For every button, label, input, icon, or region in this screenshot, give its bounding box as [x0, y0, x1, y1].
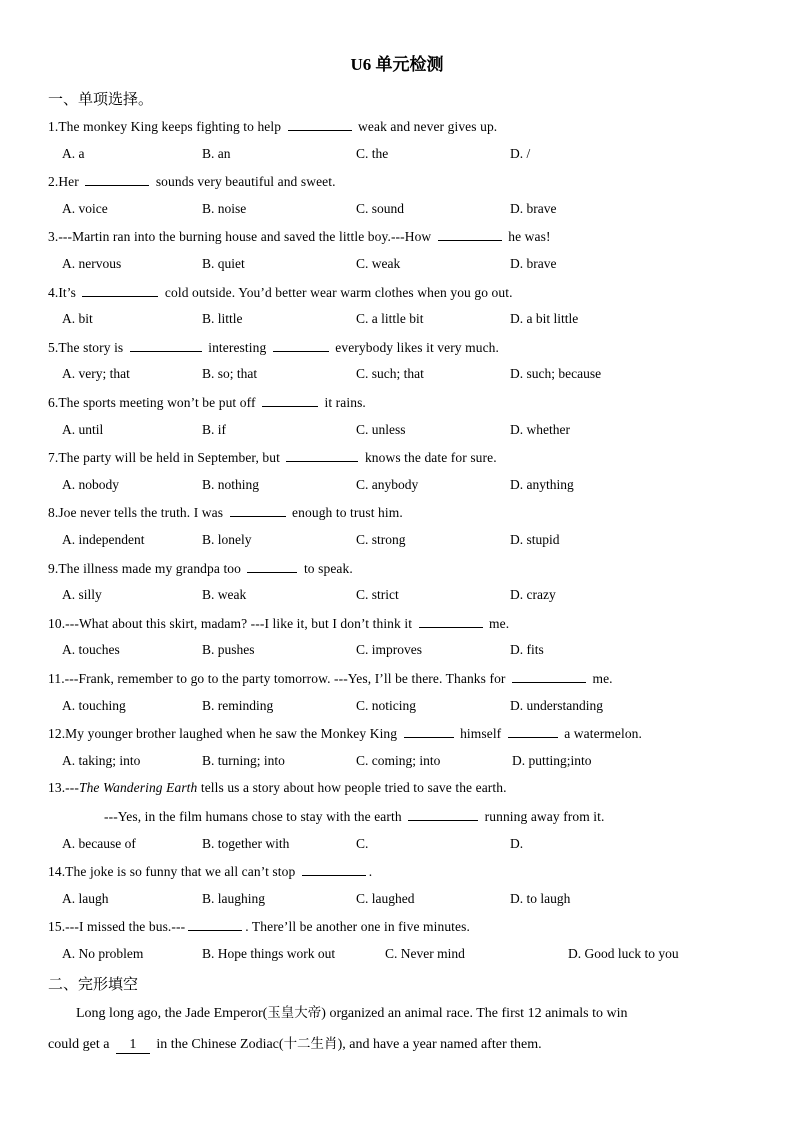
question-text: me. — [589, 671, 613, 686]
option-b[interactable]: B. pushes — [202, 642, 255, 658]
question-text: knows the date for sure. — [361, 450, 497, 466]
option-b[interactable]: B. little — [202, 311, 243, 327]
option-a[interactable]: A. nobody — [62, 476, 119, 492]
option-d[interactable]: D. Good luck to you — [568, 946, 679, 961]
question-text: 8.Joe never tells the truth. I was — [48, 505, 227, 521]
cloze-line-1 — [48, 998, 748, 1029]
question-15-line — [48, 918, 754, 935]
cloze-passage — [48, 998, 748, 1060]
question-13-text-2: ---Yes, in the film humans chose to stay with the earth — [104, 809, 406, 824]
option-d[interactable]: D. whether — [510, 421, 570, 437]
answer-blank[interactable] — [288, 118, 352, 131]
cloze-blank-1[interactable]: 1 — [116, 1037, 150, 1054]
answer-blank[interactable] — [247, 560, 297, 573]
option-d[interactable]: D. a bit little — [510, 311, 579, 327]
question-10-line — [48, 615, 754, 632]
question-13-text: tells us a story about how people tried to save the earth. — [197, 780, 507, 795]
option-b[interactable]: B. laughing — [202, 891, 265, 906]
option-c[interactable]: C. such; that — [356, 366, 424, 382]
option-d[interactable]: D. understanding — [510, 697, 603, 713]
option-a[interactable]: A. No problem — [62, 946, 144, 961]
question-text: to speak. — [300, 560, 353, 576]
question-13-line-2 — [104, 808, 754, 825]
question-13-text-3: running away from it. — [481, 809, 605, 824]
question-text: interesting — [204, 339, 270, 355]
answer-blank[interactable] — [404, 725, 454, 738]
option-a[interactable]: A. because of — [62, 836, 136, 851]
cloze-text: ), and have a year named after them. — [337, 1037, 542, 1052]
option-a[interactable]: A. laugh — [62, 891, 109, 906]
answer-blank[interactable] — [438, 228, 502, 241]
question-text: me. — [485, 615, 510, 631]
option-c[interactable]: C. laughed — [356, 891, 415, 906]
question-7-line — [48, 449, 754, 466]
option-b[interactable]: B. lonely — [202, 532, 252, 547]
option-d[interactable]: D. brave — [510, 200, 557, 216]
option-b[interactable]: B. Hope things work out — [202, 946, 336, 961]
question-text: 11.---Frank, remember to go to the party tomorrow. ---Yes, I’ll be there. Thanks for — [48, 671, 510, 686]
answer-blank[interactable] — [408, 808, 478, 821]
answer-blank[interactable] — [273, 339, 329, 352]
film-title: The Wandering Earth — [78, 780, 198, 795]
option-c[interactable]: C. weak — [356, 256, 401, 271]
cloze-text: ) organized an animal race. The first 12 animals to win — [321, 1006, 628, 1021]
option-b[interactable]: B. turning; into — [202, 752, 285, 768]
question-3-line — [48, 228, 754, 245]
option-c[interactable]: C. noticing — [356, 697, 416, 713]
option-c[interactable]: C. the — [356, 145, 389, 161]
question-text: cold outside. You’d better wear warm clothes when you go out. — [161, 284, 513, 300]
question-text: 4.It’s — [48, 284, 80, 300]
option-b[interactable]: B. weak — [202, 587, 247, 603]
question-4-line — [48, 284, 754, 301]
question-6-line — [48, 394, 754, 411]
question-text: 3.---Martin ran into the burning house and saved the little boy.---How — [48, 229, 435, 245]
question-14-line — [48, 863, 754, 880]
option-a[interactable]: A. touches — [62, 642, 120, 658]
cloze-cjk-text: 玉皇大帝 — [267, 1005, 322, 1021]
question-text: 2.Her — [48, 174, 83, 190]
answer-blank[interactable] — [85, 173, 149, 186]
question-9-line — [48, 560, 754, 577]
answer-blank[interactable] — [512, 670, 586, 683]
option-d[interactable]: D. brave — [510, 256, 557, 271]
answer-blank[interactable] — [262, 394, 318, 407]
question-text: 5.The story is — [48, 339, 127, 355]
question-2-line — [48, 173, 754, 190]
question-13-line-1 — [48, 780, 754, 796]
option-a[interactable]: A. very; that — [62, 366, 130, 382]
question-text: everybody likes it very much. — [331, 339, 500, 355]
option-a[interactable]: A. bit — [62, 311, 93, 327]
option-c[interactable]: C. improves — [356, 642, 422, 658]
option-a[interactable]: A. independent — [62, 532, 145, 547]
question-11-line — [48, 670, 754, 687]
option-d[interactable]: D. / — [510, 145, 531, 161]
option-b[interactable]: B. nothing — [202, 476, 260, 492]
option-b[interactable]: B. reminding — [202, 697, 274, 713]
option-c[interactable]: C. sound — [356, 200, 405, 216]
option-c[interactable]: C. unless — [356, 421, 406, 437]
question-text: 1.The monkey King keeps fighting to help — [48, 119, 285, 134]
option-b[interactable]: B. quiet — [202, 256, 245, 271]
question-text: sounds very beautiful and sweet. — [152, 174, 336, 190]
cloze-line-2 — [48, 1029, 748, 1060]
question-text: a watermelon. — [560, 726, 643, 742]
question-text: 6.The sports meeting won’t be put off — [48, 395, 260, 410]
option-d[interactable]: D. fits — [510, 642, 544, 658]
option-d[interactable]: D. anything — [510, 476, 574, 492]
option-b[interactable]: B. if — [202, 421, 227, 437]
answer-blank[interactable] — [82, 284, 158, 297]
answer-blank[interactable] — [302, 863, 366, 876]
question-text: 10.---What about this skirt, madam? ---I like it, but I don’t think it — [48, 615, 416, 631]
question-15-text: 15.---I missed the bus.--- — [48, 919, 186, 934]
question-12-line — [48, 725, 754, 742]
question-text: 9.The illness made my grandpa too — [48, 560, 245, 576]
option-a[interactable]: A. taking; into — [62, 752, 141, 768]
answer-blank[interactable] — [419, 615, 483, 628]
question-text: weak and never gives up. — [354, 119, 498, 134]
question-14-text-end: . — [368, 864, 373, 879]
question-1-line — [48, 118, 754, 135]
option-c[interactable]: C. coming; into — [356, 752, 441, 768]
question-8-line — [48, 504, 754, 521]
option-c[interactable]: C. strong — [356, 532, 406, 547]
question-text: himself — [456, 726, 505, 742]
question-5-line — [48, 339, 754, 356]
option-c[interactable]: C. a little bit — [356, 311, 424, 327]
cloze-text: in the Chinese Zodiac( — [152, 1037, 284, 1052]
option-b[interactable]: B. an — [202, 145, 231, 161]
option-d[interactable]: D. to laugh — [510, 891, 571, 906]
question-text: he was! — [504, 229, 551, 245]
answer-blank[interactable] — [130, 339, 202, 352]
option-d[interactable]: D. stupid — [510, 532, 560, 547]
option-d[interactable]: D. such; because — [510, 366, 602, 382]
answer-blank[interactable] — [230, 504, 286, 517]
question-15-text-end: . There’ll be another one in five minutes. — [245, 919, 470, 934]
option-b[interactable]: B. so; that — [202, 366, 258, 382]
answer-blank[interactable] — [508, 725, 558, 738]
option-a[interactable]: A. touching — [62, 697, 126, 713]
section-heading-multiple-choice: 一、单项选择。 — [48, 90, 154, 108]
question-13-prefix: 13.--- — [48, 780, 79, 795]
page-title: U6 单元检测 — [350, 55, 444, 74]
cloze-text: Long long ago, the Jade Emperor( — [76, 1006, 268, 1021]
option-a[interactable]: A. nervous — [62, 256, 122, 271]
answer-blank[interactable] — [188, 918, 242, 931]
cloze-text: could get a — [48, 1037, 113, 1052]
option-d[interactable]: D. — [510, 836, 524, 851]
option-c[interactable]: C. — [356, 836, 369, 851]
section-heading-cloze: 二、完形填空 — [48, 975, 139, 993]
option-b[interactable]: B. together with — [202, 836, 290, 851]
option-c[interactable]: C. anybody — [356, 476, 419, 492]
cloze-cjk-text: 十二生肖 — [283, 1036, 338, 1052]
question-14-text: 14.The joke is so funny that we all can’t stop — [48, 864, 299, 879]
question-text: enough to trust him. — [288, 505, 403, 521]
question-text: it rains. — [321, 395, 366, 410]
option-b[interactable]: B. noise — [202, 200, 247, 216]
answer-blank[interactable] — [286, 449, 358, 462]
option-c[interactable]: C. strict — [356, 587, 399, 603]
option-d[interactable]: D. crazy — [510, 587, 556, 603]
option-a[interactable]: A. a — [62, 145, 85, 161]
option-a[interactable]: A. silly — [62, 587, 102, 603]
option-c[interactable]: C. Never mind — [385, 946, 465, 961]
question-text: 12.My younger brother laughed when he saw the Monkey King — [48, 726, 401, 742]
option-a[interactable]: A. until — [62, 421, 104, 437]
question-text: 7.The party will be held in September, but — [48, 450, 284, 466]
option-a[interactable]: A. voice — [62, 200, 108, 216]
option-d[interactable]: D. putting;into — [512, 752, 592, 768]
